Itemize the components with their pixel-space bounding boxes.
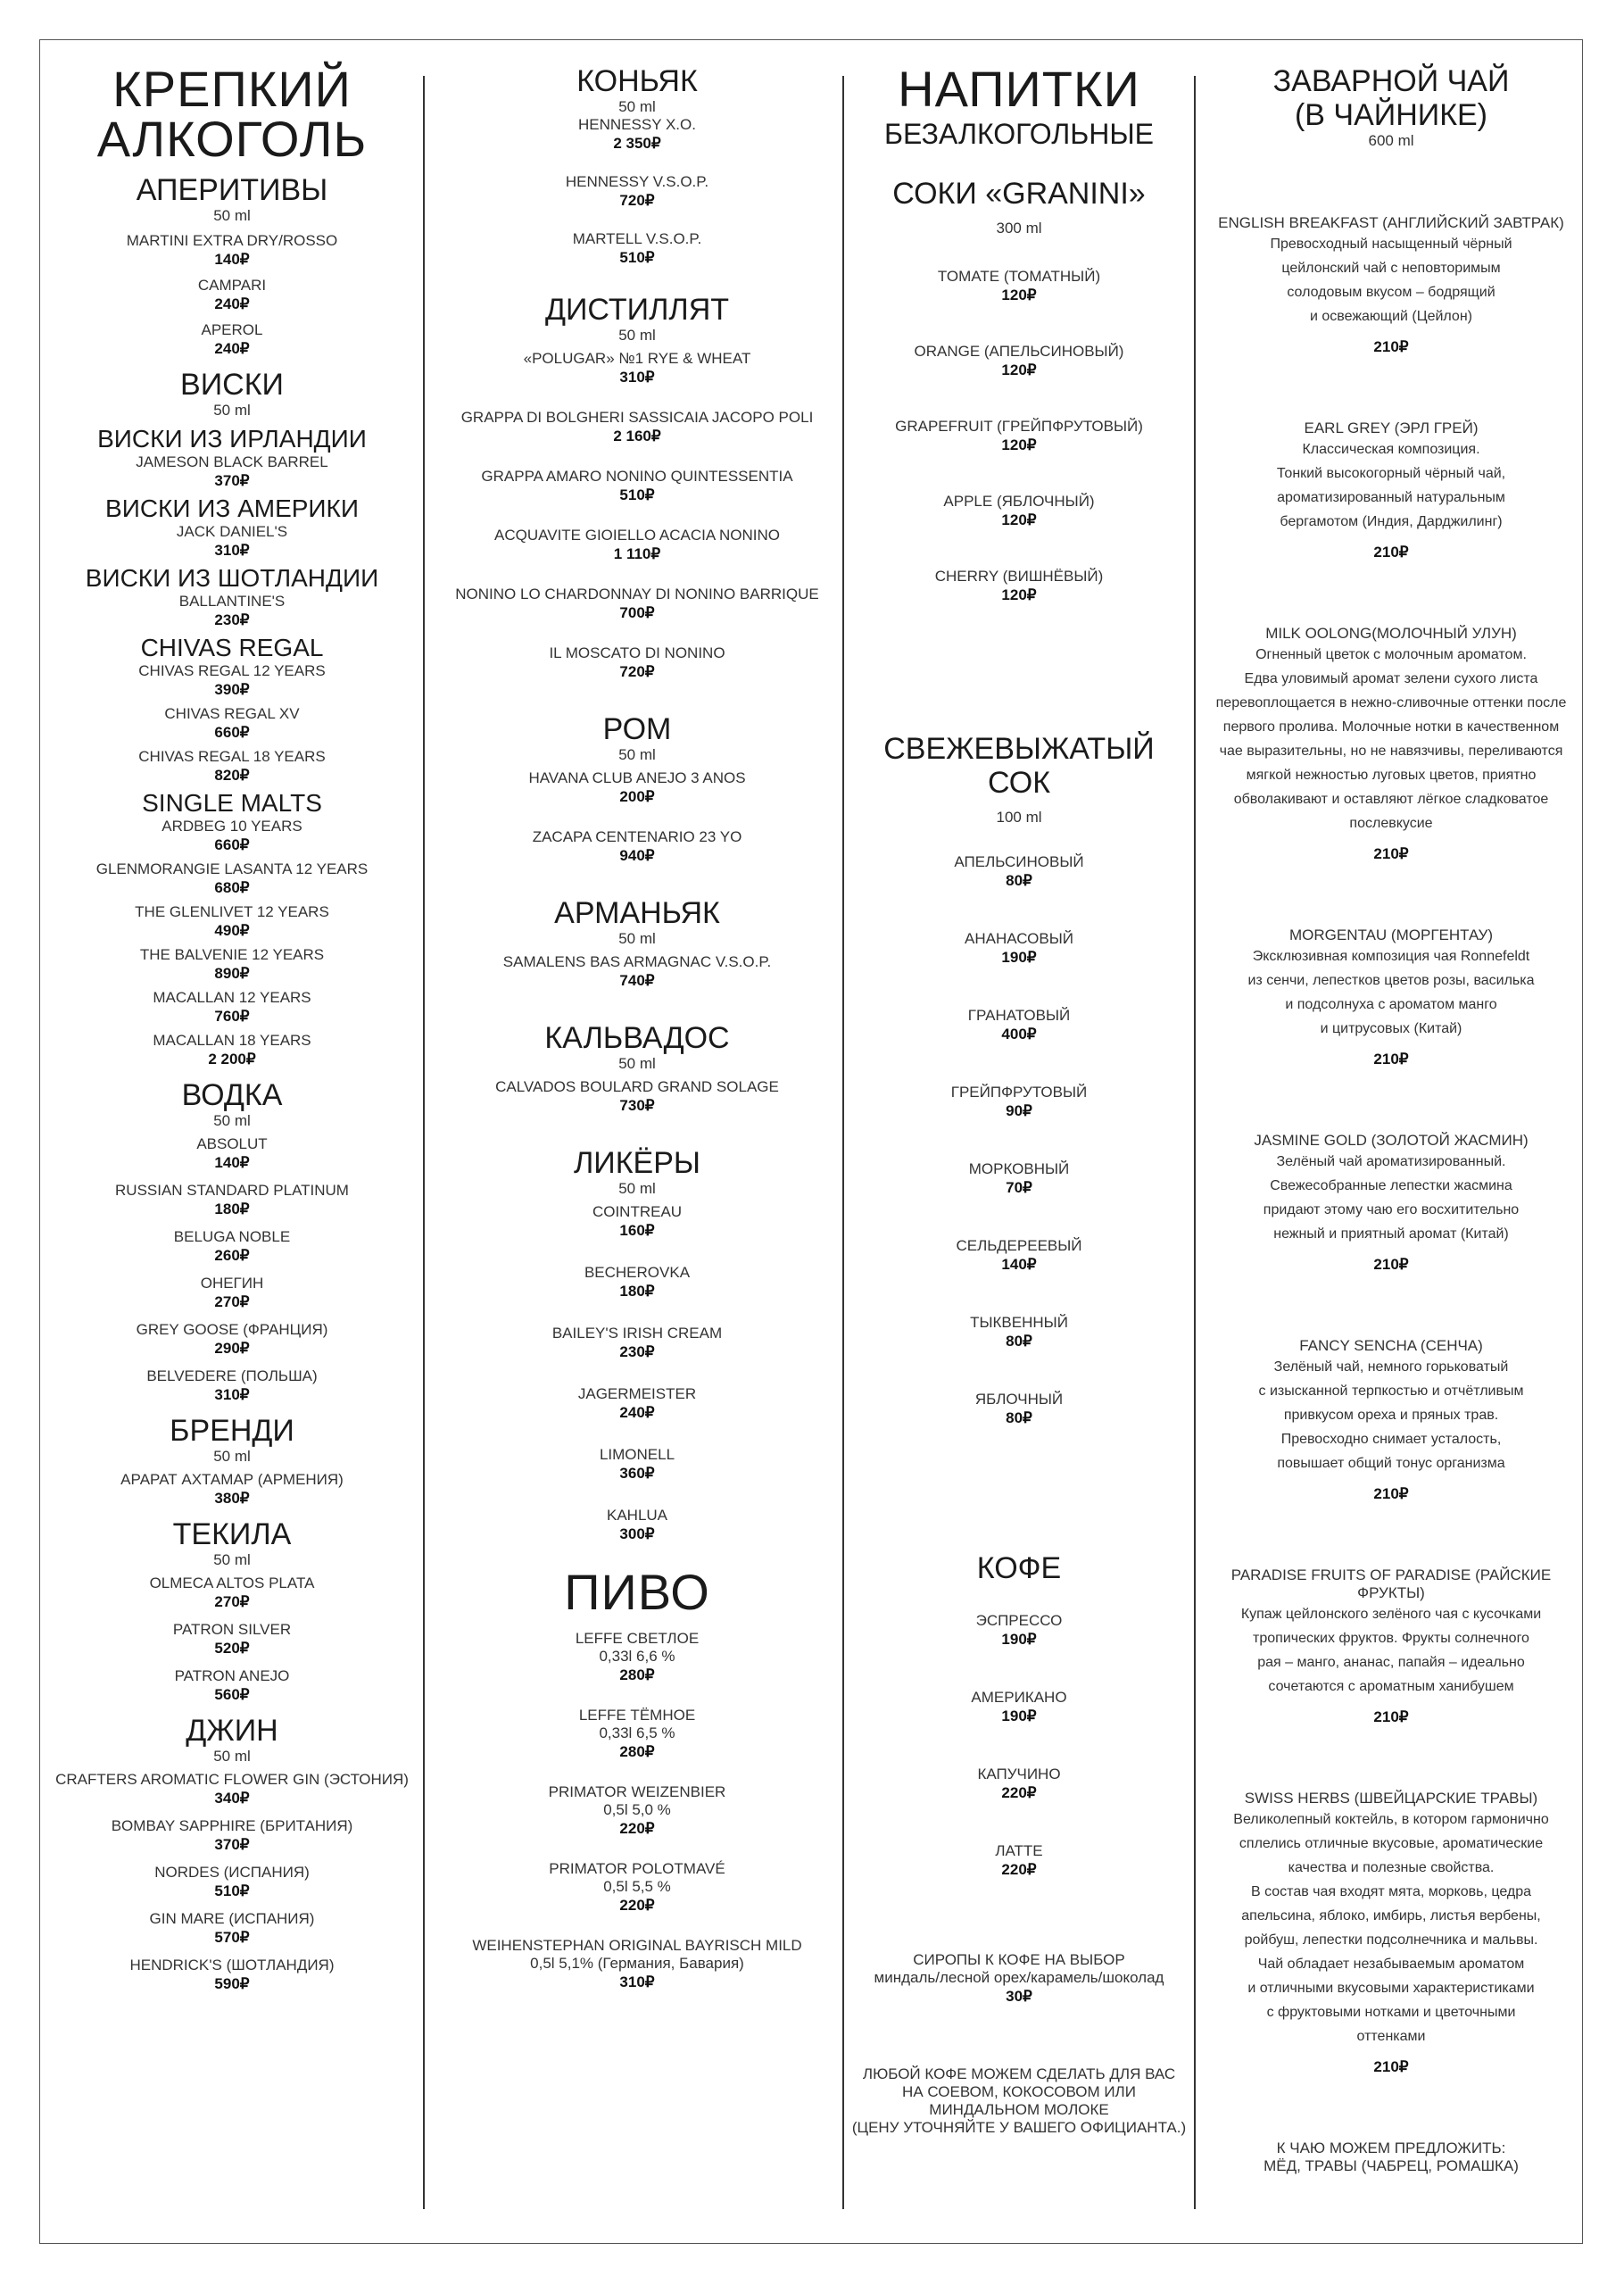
- menu-item: PATRON ANEJO 560₽: [174, 1667, 290, 1703]
- menu-item: CRAFTERS AROMATIC FLOWER GIN (ЭСТОНИЯ) 340₽: [55, 1771, 409, 1807]
- aperitifs-heading: АПЕРИТИВЫ: [136, 173, 328, 207]
- menu-item: АМЕРИКАНО 190₽: [971, 1689, 1067, 1724]
- menu-item: ТЫКВЕННЫЙ 80₽: [970, 1314, 1068, 1350]
- menu-item: BELUGA NOBLE 260₽: [173, 1228, 291, 1264]
- menu-item: СЕЛЬДЕРЕЕВЫЙ 140₽: [956, 1237, 1082, 1273]
- volume-label: 300 ml: [996, 220, 1042, 237]
- menu-item: PRIMATOR POLOTMAVÉ 0,5l 5,5 % 220₽: [549, 1860, 725, 1914]
- menu-item: LIMONELL 360₽: [599, 1446, 675, 1482]
- menu-item: GRAPPA AMARO NONINO QUINTESSENTIA 510₽: [481, 468, 793, 503]
- tea-item: MILK OOLONG(МОЛОЧНЫЙ УЛУН) Огненный цветок с молочным ароматом. Едва уловимый аромат зелени сухого листа перевоплощается в нежно-сливочные оттенки после первого пролива. Молочные нотки в качественном чае выразительны, но не навязчивы, переливаются мягкой нежностью луговых цветов, приятно обволакивают и оставляют лёгкое сладковатое послевкусие 210₽: [1215, 625, 1567, 862]
- tea-item: MORGENTAU (МОРГЕНТАУ) Эксклюзивная композиция чая Ronnefeldt из сенчи, лепестков цветов розы, василька и подсолнуха с ароматом манго и цитрусовых (Китай) 210₽: [1247, 926, 1535, 1068]
- volume-label: 50 ml: [213, 402, 251, 419]
- menu-item: МОРКОВНЫЙ 70₽: [968, 1160, 1070, 1196]
- column-divider: [842, 76, 844, 2209]
- menu-item: CHIVAS REGAL XV 660₽: [164, 705, 300, 741]
- menu-item: APPLE (ЯБЛОЧНЫЙ) 120₽: [943, 493, 1095, 528]
- tequila-heading: ТЕКИЛА: [172, 1517, 292, 1551]
- menu-item: HAVANA CLUB ANEJO 3 ANOS 200₽: [528, 769, 746, 805]
- tea-item: EARL GREY (ЭРЛ ГРЕЙ) Классическая композиция. Тонкий высокогорный чёрный чай, ароматизированный натуральным бергамотом (Индия, Дарджилинг) 210₽: [1276, 420, 1506, 561]
- menu-item: «POLUGAR» №1 RYE & WHEAT 310₽: [523, 350, 751, 386]
- menu-item: ГРЕЙПФРУТОВЫЙ 90₽: [950, 1084, 1088, 1119]
- whisky-heading: ВИСКИ: [180, 368, 284, 402]
- menu-item: NONINO LO CHARDONNAY DI NONINO BARRIQUE 700₽: [455, 586, 819, 621]
- menu-item: CHIVAS REGAL 12 YEARS 390₽: [138, 662, 326, 698]
- menu-item: АРАРАТ АХТАМАР (АРМЕНИЯ) 380₽: [120, 1471, 344, 1507]
- menu-item: ZACAPA CENTENARIO 23 YO 940₽: [532, 828, 742, 864]
- menu-item: SAMALENS BAS ARMAGNAC V.S.O.P. 740₽: [502, 953, 772, 989]
- syrups-item: СИРОПЫ К КОФЕ НА ВЫБОР миндаль/лесной орех/карамель/шоколад 30₽: [874, 1951, 1164, 2005]
- tea-additions-note: К ЧАЮ МОЖЕМ ПРЕДЛОЖИТЬ: МЁД, ТРАВЫ (ЧАБРЕЦ, РОМАШКА): [1264, 2140, 1519, 2174]
- menu-item: ЯБЛОЧНЫЙ 80₽: [974, 1391, 1064, 1426]
- coffee-heading: КОФЕ: [976, 1551, 1062, 1585]
- tea-title: (В ЧАЙНИКЕ): [1294, 98, 1488, 132]
- spirits-column: [441, 64, 833, 1992]
- menu-item: ARDBEG 10 YEARS 660₽: [162, 818, 302, 853]
- volume-label: 600 ml: [1368, 132, 1414, 149]
- subsection-heading: SINGLE MALTS: [142, 789, 322, 817]
- section-title: АЛКОГОЛЬ: [96, 111, 368, 167]
- menu-item: MARTELL V.S.O.P. 510₽: [572, 230, 702, 266]
- gin-heading: ДЖИН: [186, 1714, 278, 1748]
- menu-item: PRIMATOR WEIZENBIER 0,5l 5,0 % 220₽: [548, 1783, 726, 1837]
- section-title: КРЕПКИЙ: [112, 61, 352, 117]
- menu-item: IL MOSCATO DI NONINO 720₽: [549, 644, 725, 680]
- menu-item: CAMPARI 240₽: [197, 277, 267, 312]
- volume-label: 50 ml: [618, 930, 656, 947]
- menu-item: TOMATE (ТОМАТНЫЙ) 120₽: [937, 268, 1101, 303]
- menu-item: MACALLAN 12 YEARS 760₽: [153, 989, 311, 1025]
- subsection-heading: ВИСКИ ИЗ ИРЛАНДИИ: [97, 425, 367, 453]
- menu-item: BALLANTINE'S 230₽: [178, 593, 286, 628]
- volume-label: 50 ml: [618, 98, 656, 115]
- volume-label: 50 ml: [213, 1112, 251, 1129]
- distillate-heading: ДИСТИЛЛЯТ: [544, 293, 730, 327]
- menu-item: BAILEY'S IRISH CREAM 230₽: [551, 1325, 723, 1360]
- menu-item: LEFFE СВЕТЛОЕ 0,33l 6,6 % 280₽: [575, 1630, 700, 1683]
- menu-item: ACQUAVITE GIOIELLO ACACIA NONINO 1 110₽: [494, 527, 780, 562]
- column-divider: [1194, 76, 1196, 2209]
- subsection-heading: CHIVAS REGAL: [140, 634, 324, 661]
- beer-heading: ПИВО: [564, 1564, 710, 1620]
- menu-item: GIN MARE (ИСПАНИЯ) 570₽: [149, 1910, 315, 1946]
- menu-item: ЭСПРЕССО 190₽: [975, 1612, 1063, 1648]
- calvados-heading: КАЛЬВАДОС: [544, 1021, 730, 1055]
- volume-label: 50 ml: [213, 1551, 251, 1568]
- liqueurs-heading: ЛИКЁРЫ: [573, 1146, 701, 1180]
- fresh-juice-heading: СОК: [987, 766, 1051, 800]
- menu-item: COINTREAU 160₽: [592, 1203, 683, 1239]
- menu-item: APEROL 240₽: [201, 321, 263, 357]
- coffee-milk-note: ЛЮБОЙ КОФЕ МОЖЕМ СДЕЛАТЬ ДЛЯ ВАС НА СОЕВОМ, КОКОСОВОМ ИЛИ МИНДАЛЬНОМ МОЛОКЕ (ЦЕНУ УТОЧНЯЙТЕ У ВАШЕГО ОФИЦИАНТА.): [851, 2065, 1187, 2136]
- volume-label: 50 ml: [618, 746, 656, 763]
- volume-label: 50 ml: [213, 207, 251, 224]
- menu-item: HENDRICK'S (ШОТЛАНДИЯ) 590₽: [129, 1957, 335, 1992]
- menu-item: NORDES (ИСПАНИЯ) 510₽: [154, 1864, 310, 1899]
- armagnac-heading: АРМАНЬЯК: [554, 896, 720, 930]
- menu-item: BELVEDERE (ПОЛЬША) 310₽: [146, 1367, 318, 1403]
- menu-item: KAHLUA 300₽: [606, 1507, 668, 1542]
- menu-item: ГРАНАТОВЫЙ 400₽: [967, 1007, 1071, 1043]
- tea-item: ENGLISH BREAKFAST (АНГЛИЙСКИЙ ЗАВТРАК) Превосходный насыщенный чёрный цейлонский чай с неповторимым солодовым вкусом – бодрящий и освежающий (Цейлон) 210₽: [1218, 214, 1564, 355]
- subsection-heading: ВИСКИ ИЗ АМЕРИКИ: [105, 494, 359, 522]
- tea-item: FANCY SENCHA (СЕНЧА) Зелёный чай, немного горьковатый с изысканной терпкостью и отчётливым привкусом ореха и пряных трав. Превосходно снимает усталость, повышает общий тонус организма 210₽: [1258, 1337, 1524, 1502]
- menu-item: ORANGE (АПЕЛЬСИНОВЫЙ) 120₽: [914, 343, 1124, 378]
- menu-item: GREY GOOSE (ФРАНЦИЯ) 290₽: [136, 1321, 328, 1357]
- granini-heading: СОКИ «GRANINI»: [892, 177, 1146, 211]
- menu-item: PATRON SILVER 520₽: [172, 1621, 292, 1657]
- menu-item: JAGERMEISTER 240₽: [577, 1385, 697, 1421]
- menu-item: АНАНАСОВЫЙ 190₽: [965, 930, 1073, 966]
- vodka-heading: ВОДКА: [181, 1078, 283, 1112]
- menu-item: ABSOLUT 140₽: [196, 1135, 268, 1171]
- menu-item: CHIVAS REGAL 18 YEARS 820₽: [138, 748, 326, 784]
- menu-item: JAMESON BLACK BARREL 370₽: [136, 453, 328, 489]
- menu-item: GRAPEFRUIT (ГРЕЙПФРУТОВЫЙ) 120₽: [895, 418, 1143, 453]
- section-title: НАПИТКИ: [898, 61, 1140, 117]
- menu-item: GLENMORANGIE LASANTA 12 YEARS 680₽: [95, 860, 369, 896]
- menu-item: GRAPPA DI BOLGHERI SASSICAIA JACOPO POLI 2 160₽: [460, 409, 814, 445]
- volume-label: 50 ml: [213, 1448, 251, 1465]
- menu-item: MARTINI EXTRA DRY/ROSSO 140₽: [126, 232, 338, 268]
- menu-item: ЛАТТЕ 220₽: [995, 1842, 1043, 1878]
- menu-item: THE GLENLIVET 12 YEARS 490₽: [135, 903, 329, 939]
- menu-item: CHERRY (ВИШНЁВЫЙ) 120₽: [934, 568, 1104, 603]
- menu-item: ОНЕГИН 270₽: [200, 1275, 264, 1310]
- menu-item: OLMECA ALTOS PLATA 270₽: [149, 1575, 315, 1610]
- volume-label: 50 ml: [618, 1055, 656, 1072]
- menu-item: JACK DANIEL'S 310₽: [176, 523, 288, 559]
- menu-item: КАПУЧИНО 220₽: [977, 1766, 1061, 1801]
- menu-item: BECHEROVKA 180₽: [584, 1264, 691, 1300]
- cognac-heading: КОНЬЯК: [576, 64, 698, 98]
- menu-item: WEIHENSTEPHAN ORIGINAL BAYRISCH MILD 0,5l 5,1% (Германия, Бавария) 310₽: [472, 1937, 802, 1990]
- volume-label: 50 ml: [618, 1180, 656, 1197]
- tea-title: ЗАВАРНОЙ ЧАЙ: [1272, 64, 1510, 98]
- tea-column: [1206, 64, 1576, 2175]
- menu-item: HENNESSY V.S.O.P. 720₽: [565, 173, 709, 209]
- soft-drinks-column: [849, 61, 1189, 2137]
- menu-item: RUSSIAN STANDARD PLATINUM 180₽: [115, 1182, 349, 1217]
- strong-alcohol-column: [54, 61, 410, 1994]
- tea-item: PARADISE FRUITS OF PARADISE (РАЙСКИЕ ФРУКТЫ) Купаж цейлонского зелёного чая с кусочками тропических фруктов. Фрукты солнечного рая – манго, ананас, папайя – идеально сочетаются с ароматным ханибушем 210₽: [1230, 1566, 1552, 1725]
- column-divider: [423, 76, 425, 2209]
- menu-item: MACALLAN 18 YEARS 2 200₽: [153, 1032, 311, 1068]
- rum-heading: РОМ: [602, 712, 672, 746]
- brandy-heading: БРЕНДИ: [170, 1414, 294, 1448]
- volume-label: 50 ml: [618, 327, 656, 344]
- section-subtitle: БЕЗАЛКОГОЛЬНЫЕ: [883, 118, 1155, 150]
- menu-item: THE BALVENIE 12 YEARS 890₽: [139, 946, 325, 982]
- volume-label: 100 ml: [996, 809, 1042, 826]
- fresh-juice-heading: СВЕЖЕВЫЖАТЫЙ: [883, 732, 1155, 766]
- volume-label: 50 ml: [213, 1748, 251, 1765]
- tea-item: SWISS HERBS (ШВЕЙЦАРСКИЕ ТРАВЫ) Великолепный коктейль, в котором гармонично сплелись отличные вкусовые, ароматические качества и полезные свойства. В состав чая входят мята, морковь, цедра апельсина, яблоко, имбирь, листья вербены, ройбуш, лепестки подсолнечника и мальвы. Чай обладает незабываемым ароматом и отличными вкусовыми характеристиками с фруктовыми нотками и цветочными оттенками 210₽: [1233, 1790, 1549, 2075]
- tea-item: JASMINE GOLD (ЗОЛОТОЙ ЖАСМИН) Зелёный чай ароматизированный. Свежесобранные лепестки жасмина придают этому чаю его восхитительно нежный и приятный аромат (Китай) 210₽: [1254, 1132, 1529, 1273]
- menu-item: CALVADOS BOULARD GRAND SOLAGE 730₽: [495, 1078, 779, 1114]
- menu-item: BOMBAY SAPPHIRE (БРИТАНИЯ) 370₽: [111, 1817, 353, 1853]
- menu-item: HENNESSY X.O. 2 350₽: [578, 116, 696, 152]
- menu-item: LEFFE ТЁМНОЕ 0,33l 6,5 % 280₽: [578, 1707, 696, 1760]
- menu-item: АПЕЛЬСИНОВЫЙ 80₽: [954, 853, 1084, 889]
- subsection-heading: ВИСКИ ИЗ ШОТЛАНДИИ: [85, 564, 379, 592]
